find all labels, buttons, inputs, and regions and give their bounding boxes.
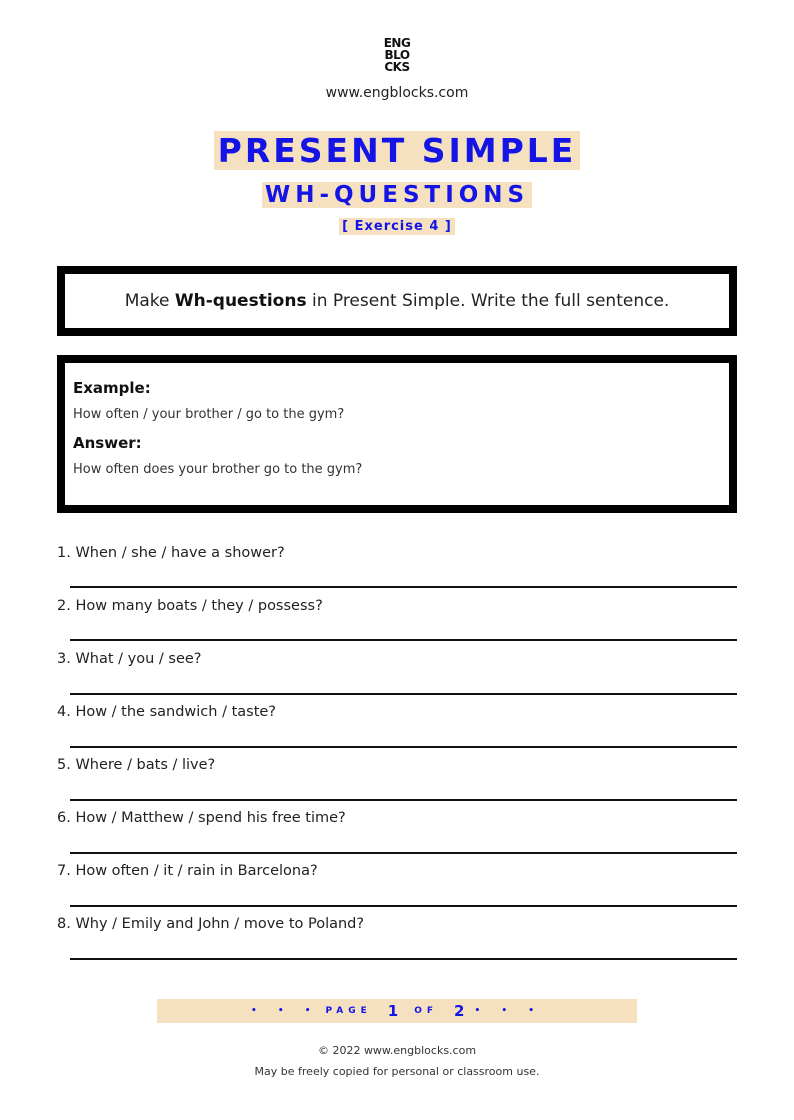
answer-line-5[interactable] <box>70 799 737 801</box>
logo-line-2: BLO <box>384 48 410 62</box>
question-7: 7. How often / it / rain in Barcelona? <box>57 863 318 879</box>
question-6: 6. How / Matthew / spend his free time? <box>57 810 346 826</box>
answer-line-6[interactable] <box>70 852 737 854</box>
question-5: 5. Where / bats / live? <box>57 757 216 773</box>
logo <box>0 37 794 73</box>
copyright: © 2022 www.engblocks.com <box>317 1044 477 1057</box>
example-text: How often / your brother / go to the gym? <box>73 407 345 422</box>
answer-line-3[interactable] <box>70 693 737 695</box>
question-3: 3. What / you / see? <box>57 651 202 667</box>
instructions-suffix: in Present Simple. Write the full sentence. <box>306 291 670 311</box>
instructions-box <box>57 266 737 336</box>
answer-label: Answer: <box>73 434 142 452</box>
exercise-label-wrap <box>0 215 794 234</box>
example-box <box>57 355 737 513</box>
page-subtitle: WH-QUESTIONS <box>262 182 532 208</box>
logo-line-3: CKS <box>384 60 410 74</box>
answer-line-7[interactable] <box>70 905 737 907</box>
question-2: 2. How many boats / they / possess? <box>57 598 323 614</box>
dots-right: • • • <box>474 1006 544 1016</box>
rights-notice: May be freely copied for personal or classroom use. <box>254 1065 540 1078</box>
of-word: OF <box>414 1006 439 1016</box>
exercise-label: [ Exercise 4 ] <box>339 218 455 235</box>
answer-line-2[interactable] <box>70 639 737 641</box>
instructions-prefix: Make <box>124 291 175 311</box>
question-1: 1. When / she / have a shower? <box>57 545 285 561</box>
page-indicator <box>157 999 637 1023</box>
answer-text: How often does your brother go to the gym? <box>73 462 363 477</box>
question-4: 4. How / the sandwich / taste? <box>57 704 277 720</box>
instructions-bold: Wh-questions <box>174 291 307 311</box>
answer-line-1[interactable] <box>70 586 737 588</box>
logo-line-1: ENG <box>383 36 411 50</box>
question-8: 8. Why / Emily and John / move to Poland? <box>57 916 365 932</box>
example-label: Example: <box>73 379 151 397</box>
site-url: www.engblocks.com <box>325 85 469 101</box>
instructions-text <box>125 291 670 311</box>
dots-left: • • • <box>250 1006 320 1016</box>
page-number: 1 <box>387 1002 399 1020</box>
answer-line-8[interactable] <box>70 958 737 960</box>
page-title-wrap <box>0 130 794 172</box>
page-word: PAGE <box>325 1006 372 1016</box>
page-subtitle-wrap <box>0 179 794 211</box>
page-title: PRESENT SIMPLE <box>214 131 581 170</box>
answer-line-4[interactable] <box>70 746 737 748</box>
page-total: 2 <box>454 1002 465 1020</box>
